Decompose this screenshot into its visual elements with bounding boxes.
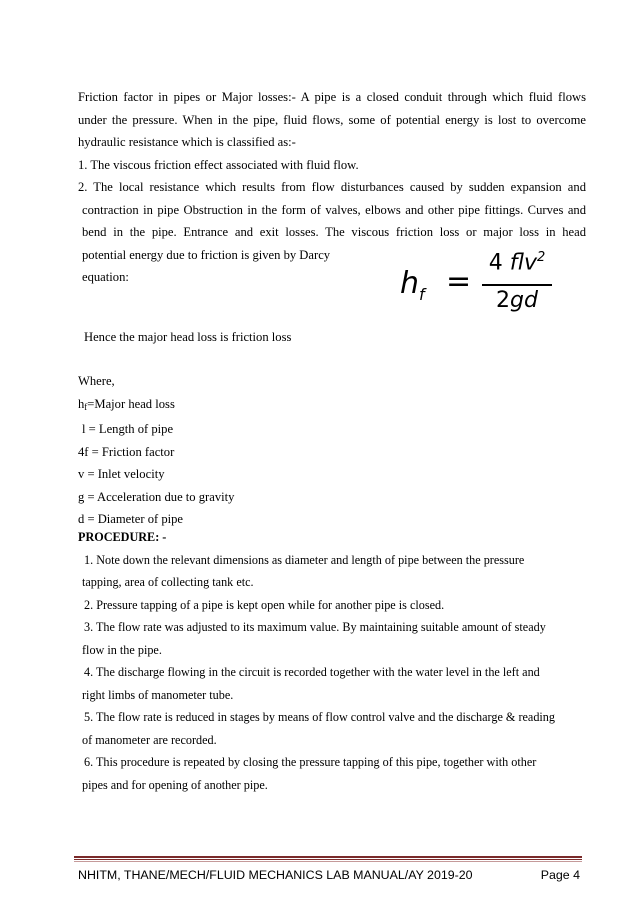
footer-title: NHITM, THANE/MECH/FLUID MECHANICS LAB MANUAL/AY 2019-20 <box>78 868 473 882</box>
footer-rule <box>74 859 582 860</box>
formula-fraction-bar <box>482 284 552 286</box>
formula-lhs: $h_f$ <box>400 266 425 304</box>
list-item-2-line: bend in the pipe. Entrance and exit losses. The viscous friction loss or major loss in head <box>82 225 586 239</box>
procedure-step-line: tapping, area of collecting tank etc. <box>82 575 254 589</box>
intro-line: hydraulic resistance which is classified as:- <box>78 135 296 149</box>
intro-line: under the pressure. When in the pipe, fluid flows, some of potential energy is lost to overcome <box>78 112 586 127</box>
footer-rule <box>74 856 582 858</box>
variable-f: 4f = Friction factor <box>78 444 175 459</box>
intro-line: Friction factor in pipes or Major losses:- A pipe is a closed conduit through which fluid flows <box>78 90 586 104</box>
variable-hf: hf=Major head loss <box>78 396 175 412</box>
formula-numerator: 4 flv$^2$ <box>488 250 546 276</box>
procedure-step-line: 1. Note down the relevant dimensions as diameter and length of pipe between the pressure <box>84 552 525 567</box>
procedure-step-line: 4. The discharge flowing in the circuit is recorded together with the water level in the left and <box>84 665 540 679</box>
list-item-2-line: 2. The local resistance which results from flow disturbances caused by sudden expansion and <box>78 180 586 194</box>
list-item-2-line: contraction in pipe Obstruction in the form of valves, elbows and other pipe fittings. Curves and <box>82 202 586 217</box>
variable-d: d = Diameter of pipe <box>78 512 184 526</box>
procedure-step-line: right limbs of manometer tube. <box>82 687 234 702</box>
footer-rule <box>74 861 582 862</box>
list-item-1: 1. The viscous friction effect associated with fluid flow. <box>78 157 359 172</box>
list-item-2-line: potential energy due to friction is given by Darcy <box>82 247 331 262</box>
variable-g: g = Acceleration due to gravity <box>78 489 235 504</box>
variables-list <box>78 370 586 531</box>
procedure-step-line: 5. The flow rate is reduced in stages by means of flow control valve and the discharge & reading <box>84 710 555 724</box>
procedure-step-line: pipes and for opening of another pipe. <box>82 777 268 792</box>
procedure-step-line: 2. Pressure tapping of a pipe is kept open while for another pipe is closed. <box>84 597 445 612</box>
variable-l: l = Length of pipe <box>82 422 174 436</box>
where-label: Where, <box>78 374 115 388</box>
procedure-heading: PROCEDURE: - <box>78 530 167 544</box>
page-number: Page 4 <box>540 868 580 882</box>
formula-denominator: 2gd <box>496 288 538 313</box>
conclusion-text: Hence the major head loss is friction loss <box>84 330 292 344</box>
procedure-step-line: 3. The flow rate was adjusted to its maximum value. By maintaining suitable amount of steady <box>84 620 546 634</box>
procedure-section <box>78 526 586 796</box>
procedure-step-line: 6. This procedure is repeated by closing the pressure tapping of this pipe, together with other <box>84 755 537 769</box>
formula-equals: = <box>446 264 472 299</box>
procedure-step-line: of manometer are recorded. <box>82 732 217 747</box>
list-item-2-line: equation: <box>82 270 129 284</box>
variable-v: v = Inlet velocity <box>78 467 165 481</box>
darcy-formula <box>400 250 560 320</box>
procedure-step-line: flow in the pipe. <box>82 642 162 657</box>
